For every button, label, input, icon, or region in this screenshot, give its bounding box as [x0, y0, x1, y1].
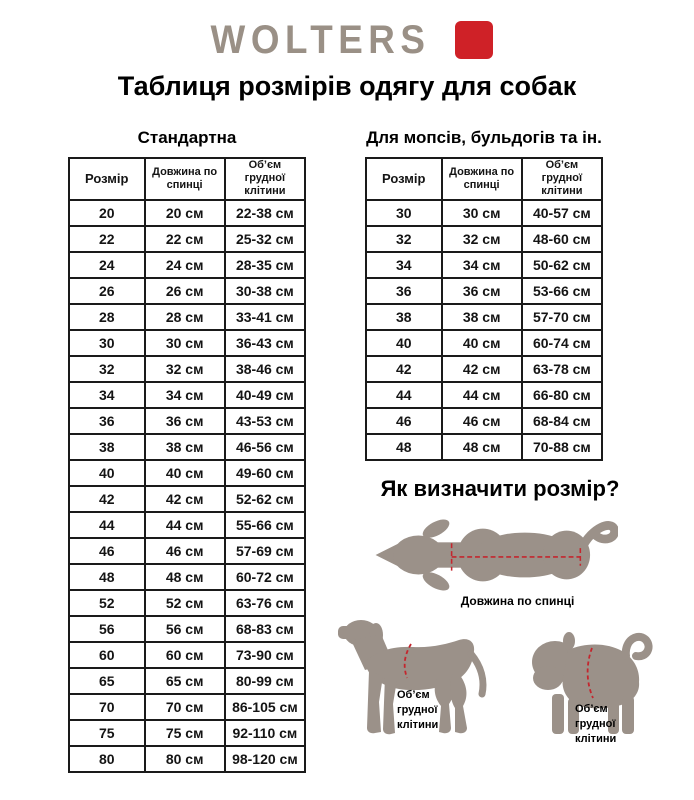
table-cell: 57-70 см	[522, 304, 602, 330]
table-cell: 73-90 см	[225, 642, 305, 668]
table-cell: 34	[69, 382, 145, 408]
table-row	[69, 616, 305, 642]
table-cell: 40-57 см	[522, 200, 602, 226]
table-cell: 32	[69, 356, 145, 382]
table-cell: 24 см	[145, 252, 225, 278]
table-cell: 65 см	[145, 668, 225, 694]
table-row	[366, 330, 602, 356]
table-cell: 56	[69, 616, 145, 642]
pug-bulldog-size-table	[365, 157, 603, 461]
table-cell: 38 см	[145, 434, 225, 460]
table-cell: 70 см	[145, 694, 225, 720]
back-length-label: Довжина по спинці	[460, 594, 575, 608]
table-cell: 33-41 см	[225, 304, 305, 330]
standard-size-table	[68, 157, 306, 773]
table-cell: 44 см	[442, 382, 522, 408]
table-cell: 32	[366, 226, 442, 252]
table-cell: 44 см	[145, 512, 225, 538]
table-cell: 57-69 см	[225, 538, 305, 564]
table-row	[69, 200, 305, 226]
table-cell: 36	[69, 408, 145, 434]
table-cell: 80	[69, 746, 145, 772]
table-row	[69, 590, 305, 616]
table-cell: 40 см	[442, 330, 522, 356]
column-header: Об’єм грудної клітини	[225, 158, 305, 200]
table-cell: 42	[69, 486, 145, 512]
table-cell: 46	[69, 538, 145, 564]
table-cell: 52 см	[145, 590, 225, 616]
size-guide-heading: Як визначити розмір?	[380, 476, 620, 501]
table-row	[366, 200, 602, 226]
table-row	[69, 642, 305, 668]
table-cell: 30 см	[442, 200, 522, 226]
table-cell: 30	[69, 330, 145, 356]
table-cell: 34 см	[442, 252, 522, 278]
table-cell: 42 см	[442, 356, 522, 382]
table-row	[69, 304, 305, 330]
table-cell: 28 см	[145, 304, 225, 330]
table-cell: 34	[366, 252, 442, 278]
column-header: Об’єм грудної клітини	[522, 158, 602, 200]
table-cell: 40	[69, 460, 145, 486]
table-cell: 80 см	[145, 746, 225, 772]
table-cell: 26	[69, 278, 145, 304]
table-row	[366, 278, 602, 304]
table-cell: 46 см	[145, 538, 225, 564]
table-row	[69, 512, 305, 538]
table-cell: 55-66 см	[225, 512, 305, 538]
column-header: Довжина по спинці	[442, 158, 522, 200]
table-row	[366, 382, 602, 408]
table-cell: 22	[69, 226, 145, 252]
table-header-row	[366, 158, 602, 200]
pugs-table-caption: Для мопсів, бульдогів та ін.	[366, 128, 602, 147]
chest-girth-label: Об’єм грудної клітини	[397, 689, 439, 731]
column-header: Розмір	[366, 158, 442, 200]
table-row	[69, 486, 305, 512]
table-cell: 48 см	[442, 434, 522, 460]
table-cell: 48	[366, 434, 442, 460]
table-cell: 60-72 см	[225, 564, 305, 590]
table-cell: 38	[366, 304, 442, 330]
table-row	[366, 356, 602, 382]
table-cell: 40-49 см	[225, 382, 305, 408]
table-cell: 36-43 см	[225, 330, 305, 356]
brand-logo-text: WOLTERS	[211, 17, 431, 62]
table-row	[366, 408, 602, 434]
table-cell: 68-83 см	[225, 616, 305, 642]
page-title: Таблиця розмірів одягу для собак	[117, 71, 577, 101]
table-cell: 60	[69, 642, 145, 668]
table-row	[69, 460, 305, 486]
table-cell: 68-84 см	[522, 408, 602, 434]
table-cell: 30-38 см	[225, 278, 305, 304]
table-cell: 46	[366, 408, 442, 434]
table-cell: 34 см	[145, 382, 225, 408]
brand-logo-mark	[455, 21, 493, 59]
table-cell: 44	[69, 512, 145, 538]
table-cell: 66-80 см	[522, 382, 602, 408]
table-cell: 36 см	[145, 408, 225, 434]
table-cell: 60 см	[145, 642, 225, 668]
table-cell: 38	[69, 434, 145, 460]
table-cell: 65	[69, 668, 145, 694]
table-cell: 20	[69, 200, 145, 226]
table-row	[69, 382, 305, 408]
table-row	[69, 252, 305, 278]
table-cell: 38 см	[442, 304, 522, 330]
table-row	[69, 434, 305, 460]
table-cell: 40	[366, 330, 442, 356]
table-cell: 46-56 см	[225, 434, 305, 460]
table-cell: 49-60 см	[225, 460, 305, 486]
table-row	[69, 694, 305, 720]
table-row	[69, 720, 305, 746]
size-guide-section	[335, 476, 694, 800]
table-cell: 56 см	[145, 616, 225, 642]
table-cell: 70	[69, 694, 145, 720]
table-cell: 25-32 см	[225, 226, 305, 252]
table-cell: 42	[366, 356, 442, 382]
table-row	[69, 226, 305, 252]
table-row	[69, 356, 305, 382]
table-cell: 52-62 см	[225, 486, 305, 512]
table-row	[69, 278, 305, 304]
table-cell: 30 см	[145, 330, 225, 356]
table-cell: 44	[366, 382, 442, 408]
table-cell: 46 см	[442, 408, 522, 434]
column-header: Довжина по спинці	[145, 158, 225, 200]
table-cell: 75	[69, 720, 145, 746]
table-cell: 28-35 см	[225, 252, 305, 278]
table-cell: 32 см	[442, 226, 522, 252]
table-row	[366, 252, 602, 278]
table-cell: 20 см	[145, 200, 225, 226]
table-cell: 86-105 см	[225, 694, 305, 720]
table-cell: 24	[69, 252, 145, 278]
table-row	[69, 746, 305, 772]
column-header: Розмір	[69, 158, 145, 200]
table-row	[69, 564, 305, 590]
table-cell: 48-60 см	[522, 226, 602, 252]
standard-table-caption: Стандартна	[137, 128, 237, 147]
table-cell: 48 см	[145, 564, 225, 590]
table-row	[69, 668, 305, 694]
table-cell: 63-78 см	[522, 356, 602, 382]
table-cell: 26 см	[145, 278, 225, 304]
table-cell: 80-99 см	[225, 668, 305, 694]
table-cell: 40 см	[145, 460, 225, 486]
chest-girth-label: Об’єм грудної клітини	[575, 703, 617, 745]
table-row	[366, 226, 602, 252]
brand-logo	[0, 16, 694, 64]
table-cell: 42 см	[145, 486, 225, 512]
table-cell: 28	[69, 304, 145, 330]
table-cell: 32 см	[145, 356, 225, 382]
table-cell: 92-110 см	[225, 720, 305, 746]
table-cell: 38-46 см	[225, 356, 305, 382]
table-cell: 70-88 см	[522, 434, 602, 460]
top-view-dog-figure	[373, 516, 618, 594]
table-cell: 98-120 см	[225, 746, 305, 772]
table-row	[69, 538, 305, 564]
table-cell: 48	[69, 564, 145, 590]
table-cell: 52	[69, 590, 145, 616]
table-cell: 43-53 см	[225, 408, 305, 434]
table-cell: 75 см	[145, 720, 225, 746]
table-cell: 36 см	[442, 278, 522, 304]
table-cell: 53-66 см	[522, 278, 602, 304]
table-row	[69, 408, 305, 434]
table-cell: 60-74 см	[522, 330, 602, 356]
table-row	[366, 434, 602, 460]
table-cell: 22-38 см	[225, 200, 305, 226]
table-row	[69, 330, 305, 356]
table-cell: 22 см	[145, 226, 225, 252]
table-cell: 36	[366, 278, 442, 304]
table-row	[366, 304, 602, 330]
table-cell: 63-76 см	[225, 590, 305, 616]
table-cell: 30	[366, 200, 442, 226]
table-header-row	[69, 158, 305, 200]
table-cell: 50-62 см	[522, 252, 602, 278]
